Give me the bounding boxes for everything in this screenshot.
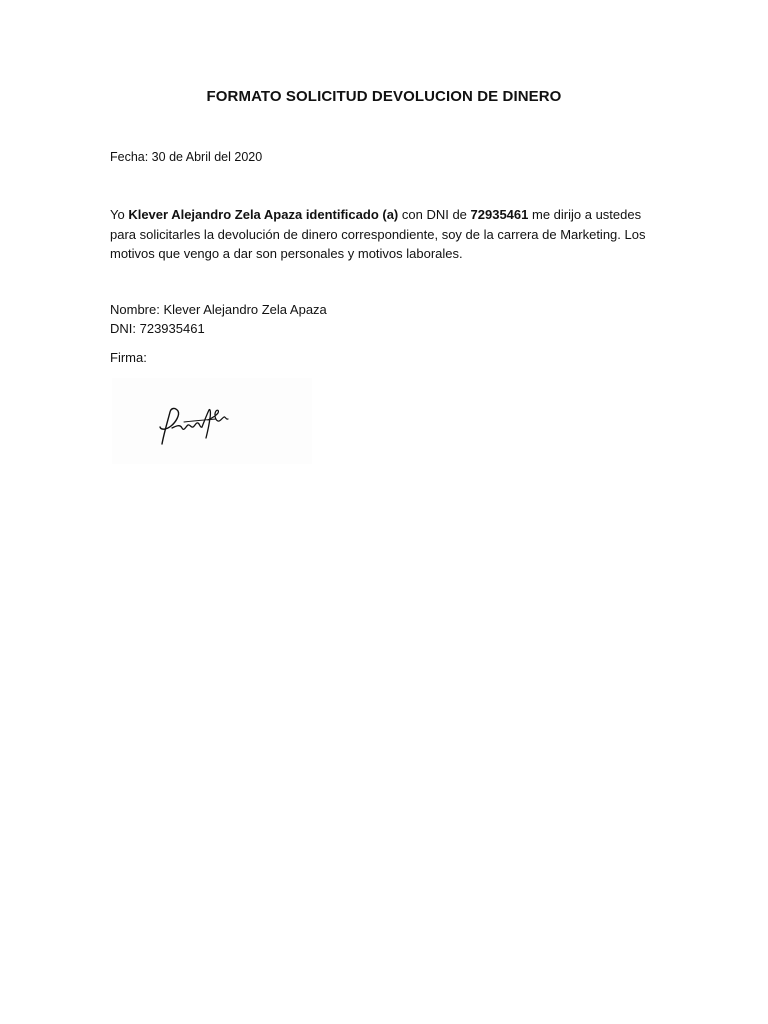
document-title: FORMATO SOLICITUD DEVOLUCION DE DINERO [206,88,562,105]
date-line: Fecha: 30 de Abril del 2020 [110,150,263,164]
signature-image [112,378,312,464]
handwritten-signature-icon [112,378,312,464]
body-yo: Yo [110,207,129,222]
body-dni-number: 72935461 [470,207,529,222]
body-applicant-name: Klever Alejandro Zela Apaza identificado (a) [128,207,399,222]
dni-line: DNI: 723935461 [110,321,205,336]
name-line: Nombre: Klever Alejandro Zela Apaza [110,302,327,317]
body-rest: me dirijo a ustedes para solicitarles la devolución de dinero correspondiente, soy de la carrera de Marketing. Los motivos que vengo a dar son personales y motivos laborales. [110,207,646,261]
body-con-dni: con DNI de [398,207,471,222]
request-paragraph [110,205,670,264]
signature-label: Firma: [110,350,147,365]
